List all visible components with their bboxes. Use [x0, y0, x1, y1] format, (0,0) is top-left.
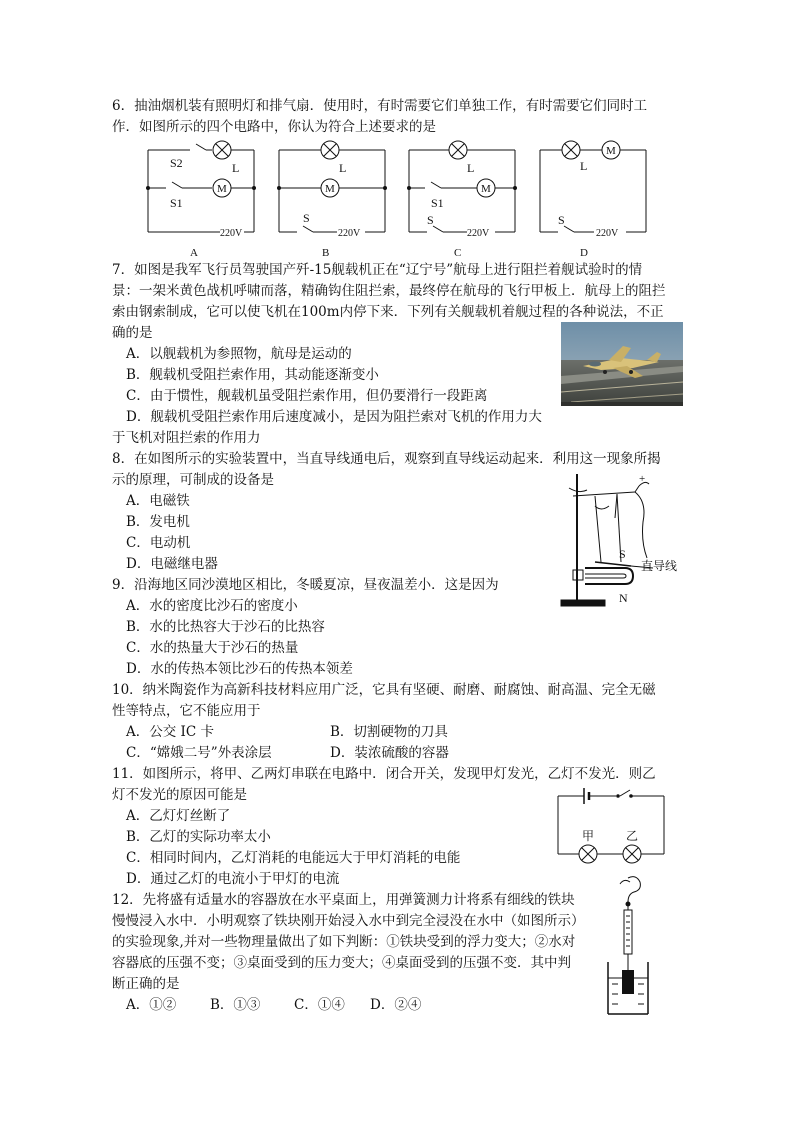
q10-line1: 10．纳米陶瓷作为高新科技材料应用广泛，它具有坚硬、耐磨、耐腐蚀、耐高温、完全无磁	[112, 682, 656, 698]
circuit-b-voltage: 220V	[338, 228, 361, 239]
circuit-a-s2: S2	[170, 156, 183, 170]
q7-line2: 景：一架米黄色战机呼啸而落，精确钩住阻拦索，最终停在航母的飞行甲板上．航母上的阻拦	[112, 283, 666, 299]
circuit-d-voltage: 220V	[596, 228, 619, 239]
circuit-c-switch-label: S	[427, 213, 434, 227]
q9-line1: 9．沿海地区同沙漠地区相比，冬暖夏凉，昼夜温差小．这是因为	[112, 577, 499, 593]
q7-line3: 索由钢索制成，它可以使飞机在100m内停下来．下列有关舰载机着舰过程的各种说法，不正	[112, 304, 664, 320]
q12-option-b: B．①③	[210, 997, 261, 1013]
circuit-a-caption: A	[190, 247, 198, 259]
carrier-jet-photo	[561, 322, 683, 406]
q11-option-a: A．乙灯灯丝断了	[126, 808, 231, 824]
circuit-b-lamp-label: L	[339, 161, 347, 175]
circuit-b-switch-label: S	[303, 211, 310, 225]
q8-line2: 示的原理，可制成的设备是	[112, 472, 274, 488]
q12-line4: 容器底的压强不变；③桌面受到的压力变大；④桌面受到的压强不变．其中判	[112, 955, 571, 971]
q8-option-d: D．电磁继电器	[126, 556, 218, 572]
circuit-a-motor-label: M	[217, 183, 227, 195]
q12-option-c: C．①④	[294, 997, 345, 1013]
wire-apparatus-figure	[555, 466, 685, 614]
q12-line5: 断正确的是	[112, 976, 180, 992]
q10-option-c: C．“嫦娥二号”外表涂层	[126, 745, 272, 761]
spring-scale-beaker-figure	[598, 874, 658, 1020]
circuit-a-voltage: 220V	[220, 228, 243, 239]
apparatus-plus: +	[639, 473, 646, 485]
circuit-a-figure	[140, 138, 262, 260]
circuit-a-s1: S1	[170, 196, 183, 210]
circuit-d-caption: D	[580, 247, 588, 259]
circuit-c-caption: C	[454, 247, 462, 259]
circuit-d-switch-label: S	[558, 213, 565, 227]
q9-option-b: B．水的比热容大于沙石的比热容	[126, 619, 325, 635]
q6-line1: 6．抽油烟机装有照明灯和排气扇．使用时，有时需要它们单独工作，有时需要它们同时工	[112, 98, 648, 114]
circuit-c-motor-label: M	[481, 183, 491, 195]
q11-option-d: D．通过乙灯的电流小于甲灯的电流	[126, 871, 340, 887]
q7-option-c: C．由于惯性，舰载机虽受阻拦索作用，但仍要滑行一段距离	[126, 388, 488, 404]
q7-line4: 确的是	[112, 325, 153, 341]
q9-option-c: C．水的热量大于沙石的热量	[126, 640, 299, 656]
q12-line3: 的实验现象,并对一些物理量做出了如下判断：①铁块受到的浮力变大；②水对	[112, 934, 576, 950]
magnet-s-label: S	[619, 547, 626, 561]
q10-line2: 性等特点，它不能应用于	[112, 703, 261, 719]
circuit-b-motor-label: M	[325, 183, 335, 195]
direct-wire-label: 直导线	[641, 559, 678, 573]
q7-option-d-line2: 于飞机对阻拦索的作用力	[112, 430, 261, 446]
lamp-yi-label: 乙	[626, 829, 639, 843]
q6-line2: 作．如图所示的四个电路中，你认为符合上述要求的是	[112, 119, 436, 135]
lamp-jia-label: 甲	[582, 829, 595, 843]
circuit-d-motor-label: M	[606, 145, 616, 157]
q12-line2: 慢慢浸入水中．小明观察了铁块刚开始浸入水中到完全浸没在水中（如图所示）	[112, 913, 585, 929]
q7-option-b: B．舰载机受阻拦索作用，其动能逐渐变小	[126, 367, 379, 383]
circuit-d-lamp-label: L	[580, 159, 588, 173]
q8-option-a: A．电磁铁	[126, 493, 190, 509]
circuit-c-s1: S1	[431, 196, 444, 210]
q8-line1: 8．在如图所示的实验装置中，当直导线通电后，观察到直导线运动起来．利用这一现象所揭	[112, 451, 661, 467]
q8-option-c: C．电动机	[126, 535, 191, 551]
q11-line2: 灯不发光的原因可能是	[112, 787, 247, 803]
q11-option-c: C．相同时间内，乙灯消耗的电能远大于甲灯消耗的电能	[126, 850, 461, 866]
circuit-c-figure	[401, 138, 523, 260]
q7-line1: 7．如图是我军飞行员驾驶国产歼-15舰载机正在“辽宁号”航母上进行阻拦着舰试验时的情	[112, 262, 643, 278]
q7-option-d-line1: D．舰载机受阻拦索作用后速度减小，是因为阻拦索对飞机的作用力大	[126, 409, 542, 425]
circuit-b-figure	[271, 138, 393, 260]
circuit-b-caption: B	[322, 247, 330, 259]
q9-option-d: D．水的传热本领比沙石的传热本领差	[126, 661, 353, 677]
circuit-a-lamp-label: L	[232, 161, 240, 175]
magnet-n-label: N	[619, 591, 628, 605]
circuit-c-lamp-label: L	[467, 161, 475, 175]
q7-option-a: A．以舰载机为参照物，航母是运动的	[126, 346, 352, 362]
circuit-d-figure	[532, 138, 654, 260]
q9-option-a: A．水的密度比沙石的密度小	[126, 598, 298, 614]
q11-option-b: B．乙灯的实际功率太小	[126, 829, 271, 845]
q12-option-a: A．①②	[126, 997, 177, 1013]
q10-option-b: B．切割硬物的刀具	[330, 724, 448, 740]
circuit-c-voltage: 220V	[467, 228, 490, 239]
series-lamps-figure	[554, 784, 670, 870]
q10-option-a: A．公交 IC 卡	[126, 724, 214, 740]
q11-line1: 11．如图所示，将甲、乙两灯串联在电路中．闭合开关，发现甲灯发光，乙灯不发光．则乙	[112, 766, 656, 782]
q10-option-d: D．装浓硫酸的容器	[330, 745, 449, 761]
q12-line1: 12．先将盛有适量水的容器放在水平桌面上，用弹簧测力计将系有细线的铁块	[112, 892, 575, 908]
q8-option-b: B．发电机	[126, 514, 190, 530]
q12-option-d: D．②④	[370, 997, 422, 1013]
